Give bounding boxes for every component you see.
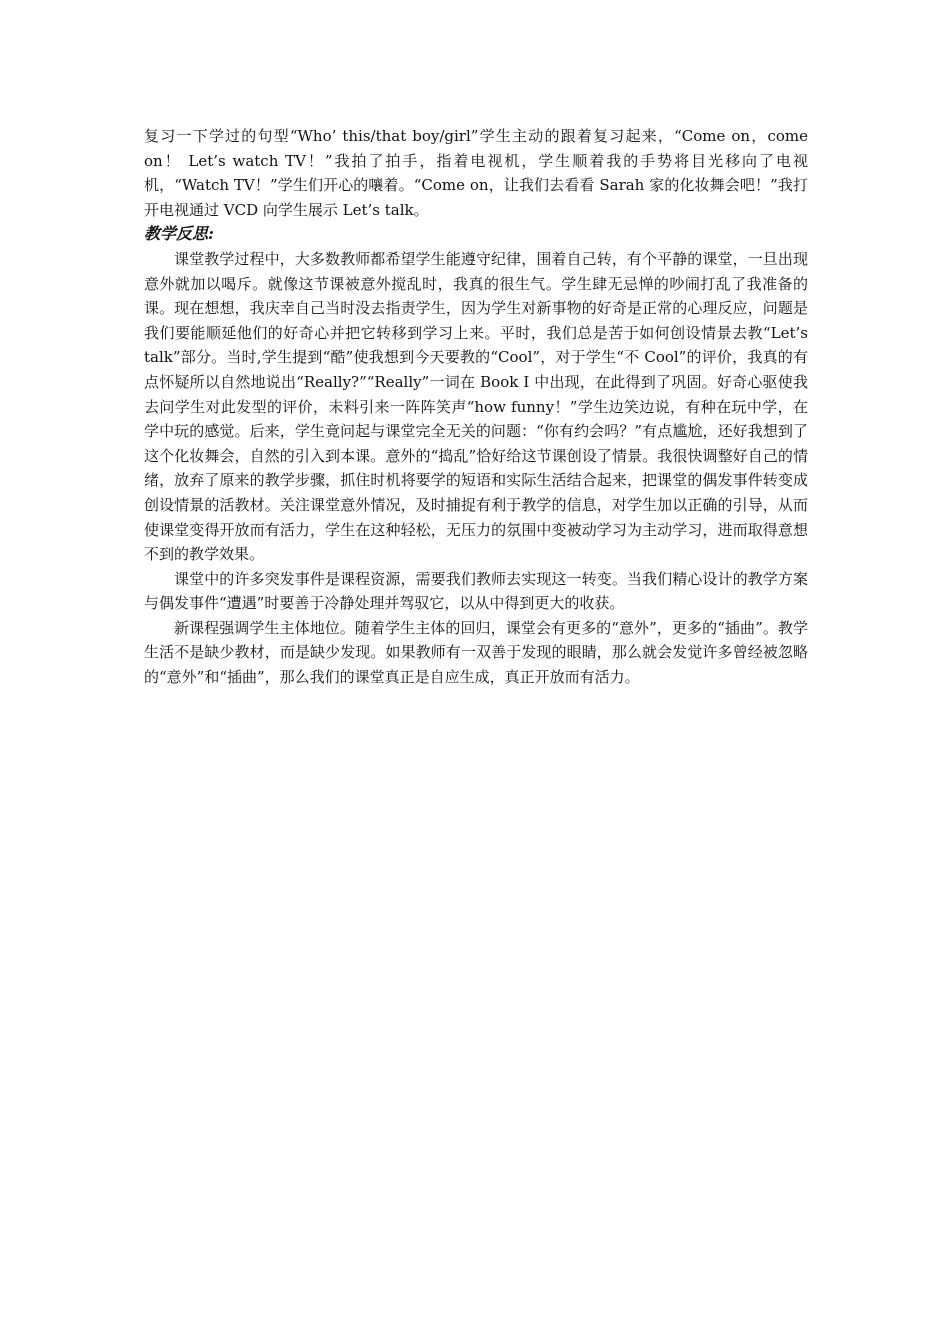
section-heading: 教学反思: xyxy=(144,224,214,244)
intro-paragraph: 复习一下学过的句型“Who’ this/that boy/girl”学生主动的跟着复习起来，“Come on，come on！ Let’s watch TV！”我拍了拍手，指着电视机，学生顺着我的手势将目光移向了电视机，“Watch TV！”学生们开心的嚷着。“Come on，让我们去看看 Sarah 家的化妆舞会吧！”我打开电视通过 VCD 向学生展示 Let’s talk。 xyxy=(144,127,808,219)
reflection-paragraph-3: 新课程强调学生主体地位。随着学生主体的回归，课堂会有更多的“意外”，更多的“插曲”。教学生活不是缺少教材，而是缺少发现。如果教师有一双善于发现的眼睛，那么就会发觉许多曾经被忽略的“意外”和“插曲”，那么我们的课堂真正是自应生成，真正开放而有活力。 xyxy=(144,618,808,687)
document-body xyxy=(144,124,808,690)
reflection-paragraph-2: 课堂中的许多突发事件是课程资源，需要我们教师去实现这一转变。当我们精心设计的教学方案与偶发事件“遭遇”时要善于冷静处理并驾驭它，以从中得到更大的收获。 xyxy=(144,569,808,613)
reflection-paragraph-1: 课堂教学过程中，大多数教师都希望学生能遵守纪律，围着自己转，有个平静的课堂，一旦出现意外就加以喝斥。就像这节课被意外搅乱时，我真的很生气。学生肆无忌惮的吵闹打乱了我准备的课。现在想想，我庆幸自己当时没去指责学生，因为学生对新事物的好奇是正常的心理反应，问题是我们要能顺延他们的好奇心并把它转移到学习上来。平时，我们总是苦于如何创设情景去教“Let’s talk”部分。当时,学生提到“酷”使我想到今天要教的“Cool”，对于学生“不 Cool”的评价，我真的有点怀疑所以自然地说出“Really?”“Really”一词在 Book I 中出现，在此得到了巩固。好奇心驱使我去问学生对此发型的评价，未料引来一阵阵笑声“how funny！”学生边笑边说，有种在玩中学，在学中玩的感觉。后来，学生竟问起与课堂完全无关的问题：“你有约会吗？”有点尴尬，还好我想到了这个化妆舞会，自然的引入到本课。意外的“捣乱”恰好给这节课创设了情景。我很快调整好自己的情绪，放弃了原来的教学步骤，抓住时机将要学的短语和实际生活结合起来，把课堂的偶发事件转变成创设情景的活教材。关注课堂意外情况，及时捕捉有利于教学的信息，对学生加以正确的引导，从而使课堂变得开放而有活力，学生在这种轻松，无压力的氛围中变被动学习为主动学习，进而取得意想不到的教学效果。 xyxy=(144,249,808,564)
